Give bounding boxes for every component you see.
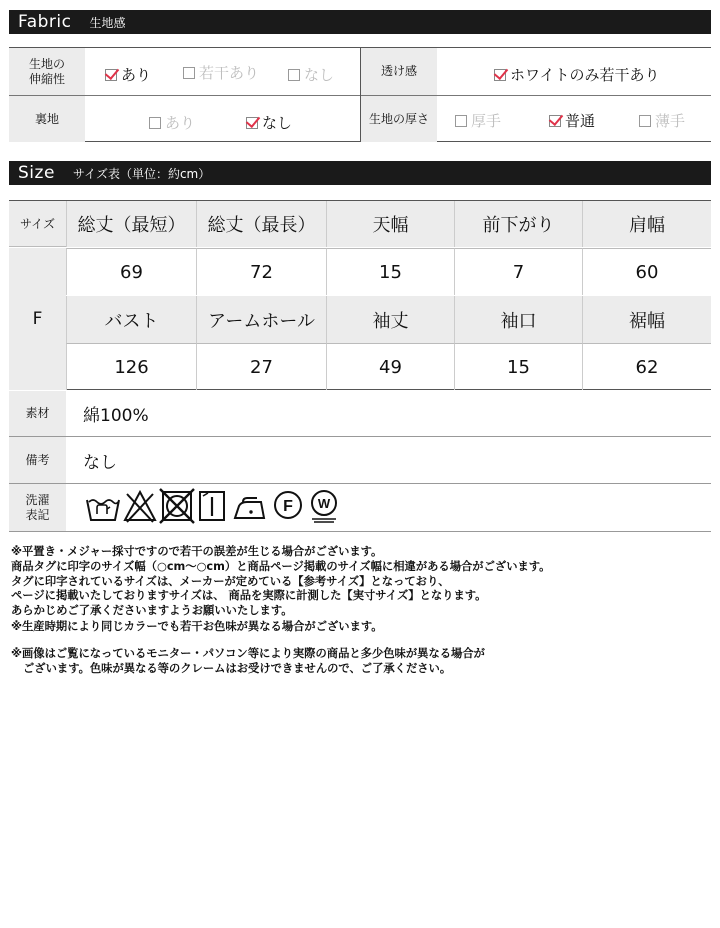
no-tumble-dry-icon xyxy=(159,488,195,524)
value-total-length-longest: 72 xyxy=(196,248,326,295)
drip-dry-icon xyxy=(197,488,227,524)
fabric-title: Fabric xyxy=(18,12,72,32)
header-bust: バスト xyxy=(66,296,196,343)
checkbox-icon xyxy=(455,115,467,127)
header-total-length-shortest: 総丈（最短） xyxy=(66,201,196,247)
thickness-option-normal: 普通 xyxy=(549,110,595,131)
note-line: あらかじめご了承くださいますようお願いいたします。 xyxy=(11,604,293,618)
header-shoulder-width: 肩幅 xyxy=(582,201,711,247)
lining-option-no: なし xyxy=(246,112,292,133)
circle-f-letter: F xyxy=(283,498,293,515)
material-label: 素材 xyxy=(9,391,66,436)
size-section-header xyxy=(9,161,711,185)
stretch-option-slight: 若干あり xyxy=(183,62,259,83)
note-line: ございます。色味が異なる等のクレームはお受けできませんので、ご了承ください。 xyxy=(23,661,452,675)
size-table xyxy=(9,200,711,390)
notes xyxy=(11,545,711,676)
size-name: F xyxy=(9,248,66,390)
material-row xyxy=(9,391,711,437)
header-armhole: アームホール xyxy=(196,296,326,343)
checked-checkbox-icon xyxy=(105,69,117,81)
thickness-option-thin: 薄手 xyxy=(639,110,685,131)
thickness-option-thick: 厚手 xyxy=(455,110,501,131)
care-row xyxy=(9,484,711,532)
header-sleeve-length: 袖丈 xyxy=(326,296,454,343)
wet-clean-w-icon xyxy=(307,488,341,524)
stretch-option-yes: あり xyxy=(105,64,151,85)
value-total-length-shortest: 69 xyxy=(66,248,196,295)
value-neck-width: 15 xyxy=(326,248,454,295)
value-sleeve-length: 49 xyxy=(326,343,454,390)
checked-checkbox-icon xyxy=(549,115,561,127)
stretch-option-no: なし xyxy=(288,64,334,85)
header-total-length-longest: 総丈（最長） xyxy=(196,201,326,247)
header-neck-width: 天幅 xyxy=(326,201,454,247)
stretch-label: 生地の 伸縮性 xyxy=(9,48,85,95)
size-corner-label: サイズ xyxy=(9,201,66,247)
thickness-label: 生地の厚さ xyxy=(361,96,437,142)
material-value: 綿100% xyxy=(83,406,149,426)
value-hem-width: 62 xyxy=(582,343,711,390)
checkbox-icon xyxy=(288,69,300,81)
checkbox-icon xyxy=(183,67,195,79)
iron-low-icon xyxy=(229,488,269,524)
remarks-row xyxy=(9,437,711,484)
care-icons xyxy=(85,488,343,524)
circle-w-letter: W xyxy=(317,496,331,511)
note-line: 商品タグに印字のサイズ幅（○cm〜○cm）と商品ページ掲載のサイズ幅に相違がある場合がございます。 xyxy=(11,559,551,573)
header-hem-width: 裾幅 xyxy=(582,296,711,343)
checked-checkbox-icon xyxy=(494,69,506,81)
value-bust: 126 xyxy=(66,343,196,390)
value-cuff-width: 15 xyxy=(454,343,582,390)
wash-tub-icon xyxy=(85,488,121,524)
fabric-subtitle: 生地感 xyxy=(89,15,126,30)
note-line: ※画像はご覧になっているモニター・パソコン等により実際の商品と多少色味が異なる場合が xyxy=(11,646,485,660)
note-line: ※平置き・メジャー採寸ですので若干の誤差が生じる場合がございます。 xyxy=(11,545,383,558)
value-shoulder-width: 60 xyxy=(582,248,711,295)
note-line: タグに印字されているサイズは、メーカーが定めている【参考サイズ】となっており、 xyxy=(11,574,450,588)
no-bleach-icon xyxy=(123,488,157,524)
sheer-option-white-slight: ホワイトのみ若干あり xyxy=(494,64,660,85)
fabric-section-header xyxy=(9,10,711,34)
value-front-drop: 7 xyxy=(454,248,582,295)
header-cuff-width: 袖口 xyxy=(454,296,582,343)
lining-label: 裏地 xyxy=(9,96,85,142)
remarks-value: なし xyxy=(83,452,117,473)
sheer-label: 透け感 xyxy=(361,48,437,95)
checked-checkbox-icon xyxy=(246,117,258,129)
checkbox-icon xyxy=(639,115,651,127)
lining-option-yes: あり xyxy=(149,112,195,133)
fabric-table xyxy=(9,47,711,142)
care-label: 洗濯 表記 xyxy=(9,484,66,531)
value-armhole: 27 xyxy=(196,343,326,390)
size-subtitle: サイズ表（単位：約cm） xyxy=(72,166,211,181)
header-front-drop: 前下がり xyxy=(454,201,582,247)
note-line: ※生産時期により同じカラーでも若干お色味が異なる場合がございます。 xyxy=(11,619,383,633)
note-line: ページに掲載いたしておりますサイズは、 商品を実際に計測した【実寸サイズ】となります。 xyxy=(11,589,487,603)
checkbox-icon xyxy=(149,117,161,129)
size-title: Size xyxy=(18,163,55,183)
dry-clean-f-icon xyxy=(271,488,305,524)
remarks-label: 備考 xyxy=(9,437,66,483)
